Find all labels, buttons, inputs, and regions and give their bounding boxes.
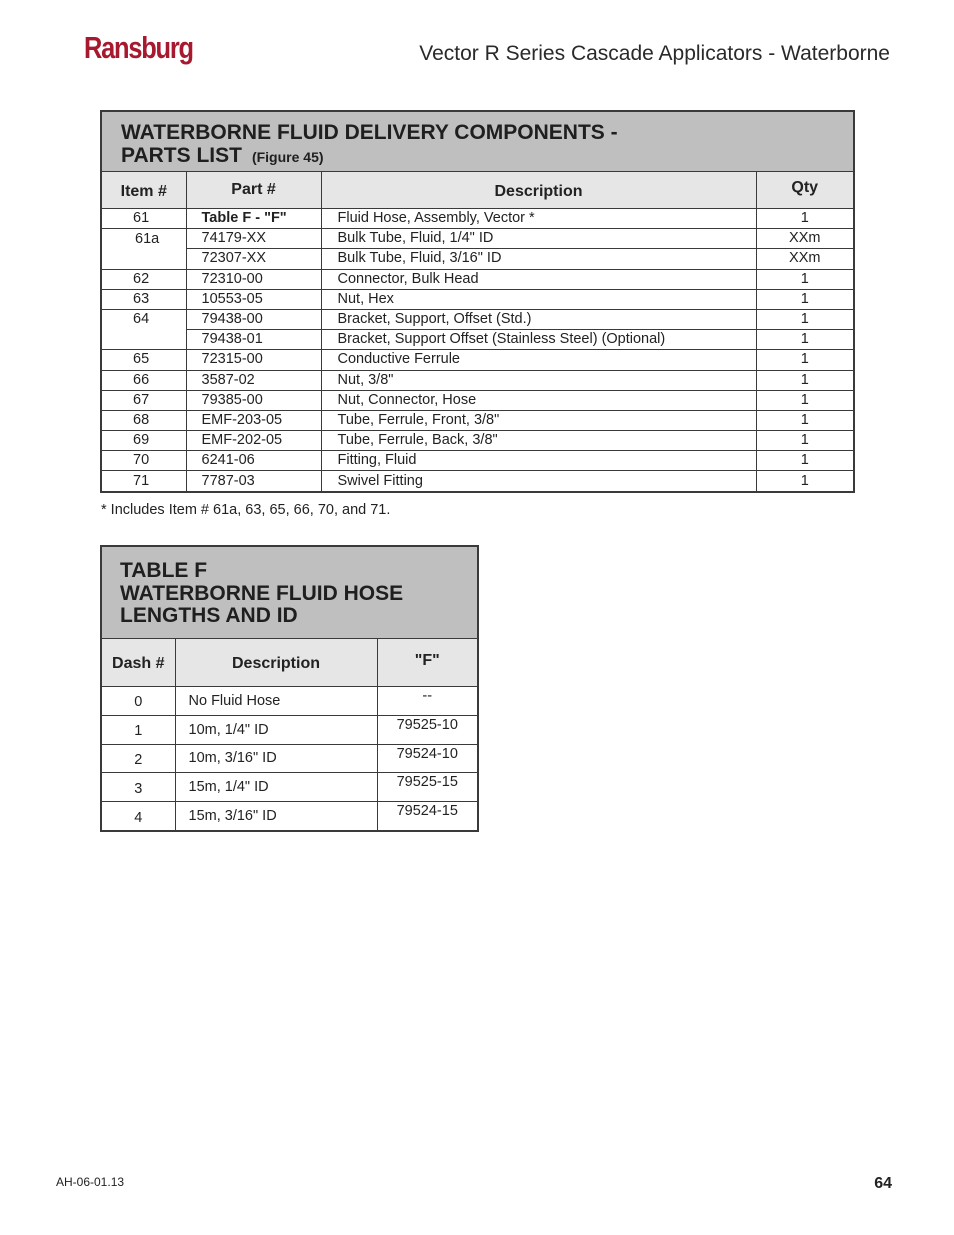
item-cell: 63 (102, 289, 186, 309)
description-cell: Bracket, Support Offset (Stainless Steel) (Optional) (321, 330, 756, 350)
f-part-cell: 79524-15 (396, 803, 458, 820)
table-row (102, 370, 853, 390)
description-cell: 15m, 1/4" ID (175, 773, 377, 802)
f-part-cell: -- (377, 687, 477, 716)
parts-list-title (102, 112, 853, 172)
item-cell: 61 (102, 209, 186, 229)
brand-logo: Ransburg (84, 30, 193, 65)
item-cell: 70 (102, 451, 186, 471)
table-row (102, 744, 477, 773)
item-cell: 69 (102, 431, 186, 451)
description-cell: Tube, Ferrule, Back, 3/8" (321, 431, 756, 451)
description-cell: Fluid Hose, Assembly, Vector * (321, 209, 756, 229)
table-row (102, 390, 853, 410)
description-cell: Nut, Connector, Hose (321, 390, 756, 410)
qty-cell: 1 (756, 451, 853, 471)
qty-cell: 1 (756, 309, 853, 329)
qty-cell: 1 (756, 289, 853, 309)
qty-cell: 1 (756, 390, 853, 410)
table-row (102, 249, 853, 269)
description-cell: Connector, Bulk Head (321, 269, 756, 289)
hose-grid (102, 639, 477, 830)
col-header-f: "F" (377, 639, 477, 687)
footnote: * Includes Item # 61a, 63, 65, 66, 70, and 71. (101, 502, 391, 518)
table-row (102, 209, 853, 229)
item-cell: 64 (102, 309, 186, 329)
item-cell (102, 330, 186, 350)
item-cell: 62 (102, 269, 186, 289)
qty-cell: 1 (756, 330, 853, 350)
description-cell: Bracket, Support, Offset (Std.) (321, 309, 756, 329)
col-header-part: Part # (186, 172, 321, 209)
part-cell: 79438-00 (186, 309, 321, 329)
item-cell: 66 (102, 370, 186, 390)
description-cell: Conductive Ferrule (321, 350, 756, 370)
description-cell: 10m, 3/16" ID (175, 744, 377, 773)
part-cell: 3587-02 (186, 370, 321, 390)
hose-table-title-line2: WATERBORNE FLUID HOSE (120, 581, 404, 605)
qty-cell: 1 (756, 350, 853, 370)
description-cell: Bulk Tube, Fluid, 3/16" ID (321, 249, 756, 269)
item-cell: 71 (102, 471, 186, 491)
description-cell: 15m, 3/16" ID (175, 802, 377, 830)
col-header-description: Description (321, 172, 756, 209)
col-header-description: Description (175, 639, 377, 687)
table-row (102, 431, 853, 451)
qty-cell: 1 (756, 410, 853, 430)
part-cell: 6241-06 (186, 451, 321, 471)
part-cell: Table F - "F" (186, 209, 321, 229)
part-cell: 74179-XX (186, 229, 321, 249)
hose-table-title (102, 547, 477, 639)
part-cell: 72307-XX (186, 249, 321, 269)
table-row (102, 687, 477, 716)
col-header-dash: Dash # (102, 639, 175, 687)
description-cell: Bulk Tube, Fluid, 1/4" ID (321, 229, 756, 249)
part-cell: 10553-05 (186, 289, 321, 309)
qty-cell: 1 (756, 370, 853, 390)
table-row (102, 715, 477, 744)
page-number: 64 (874, 1175, 892, 1192)
figure-reference: (Figure 45) (251, 149, 324, 165)
parts-grid (102, 172, 853, 491)
dash-cell: 2 (102, 744, 175, 773)
description-cell: 10m, 1/4" ID (175, 715, 377, 744)
qty-cell: 1 (756, 209, 853, 229)
table-row (102, 269, 853, 289)
dash-cell: 4 (102, 802, 175, 830)
dash-cell: 0 (102, 687, 175, 716)
parts-list-table (100, 110, 855, 493)
col-header-item: Item # (102, 172, 186, 209)
description-cell: Nut, Hex (321, 289, 756, 309)
table-row (102, 289, 853, 309)
hose-table-title-line1: TABLE F (120, 559, 208, 582)
description-cell: No Fluid Hose (175, 687, 377, 716)
hose-lengths-table (100, 545, 479, 832)
description-cell: Nut, 3/8" (321, 370, 756, 390)
hose-table-title-line3: LENGTHS AND ID (120, 604, 298, 627)
part-cell: 79438-01 (186, 330, 321, 350)
part-cell: 7787-03 (186, 471, 321, 491)
table-row (102, 410, 853, 430)
part-cell: 72315-00 (186, 350, 321, 370)
item-cell: 61a (102, 229, 186, 249)
f-part-cell: 79525-15 (377, 773, 477, 802)
f-part-cell: 79524-10 (377, 744, 477, 773)
col-header-qty: Qty (756, 172, 853, 209)
dash-cell: 1 (102, 715, 175, 744)
table-row (102, 229, 853, 249)
table-row (102, 471, 853, 491)
table-row (102, 802, 477, 830)
description-cell: Swivel Fitting (321, 471, 756, 491)
part-cell: EMF-202-05 (186, 431, 321, 451)
table-row (102, 330, 853, 350)
document-title: Vector R Series Cascade Applicators - Waterborne (419, 42, 890, 65)
dash-cell: 3 (102, 773, 175, 802)
qty-cell: XXm (756, 249, 853, 269)
description-cell: Fitting, Fluid (321, 451, 756, 471)
document-id: AH-06-01.13 (56, 1175, 125, 1189)
item-cell: 68 (102, 410, 186, 430)
qty-cell: 1 (756, 431, 853, 451)
part-cell: 79385-00 (186, 390, 321, 410)
table-row (102, 309, 853, 329)
table-row (102, 773, 477, 802)
parts-list-title-line1: WATERBORNE FLUID DELIVERY COMPONENTS - (121, 121, 618, 144)
parts-list-title-line2: PARTS LIST (121, 144, 242, 167)
f-part-cell: 79525-10 (377, 715, 477, 744)
item-cell: 65 (102, 350, 186, 370)
table-row (102, 451, 853, 471)
description-cell: Tube, Ferrule, Front, 3/8" (321, 410, 756, 430)
item-cell: 67 (102, 390, 186, 410)
qty-cell: 1 (800, 472, 809, 489)
qty-cell: 1 (756, 269, 853, 289)
item-cell (102, 249, 186, 269)
part-cell: 72310-00 (186, 269, 321, 289)
qty-cell: XXm (756, 229, 853, 249)
part-cell: EMF-203-05 (186, 410, 321, 430)
table-row (102, 350, 853, 370)
